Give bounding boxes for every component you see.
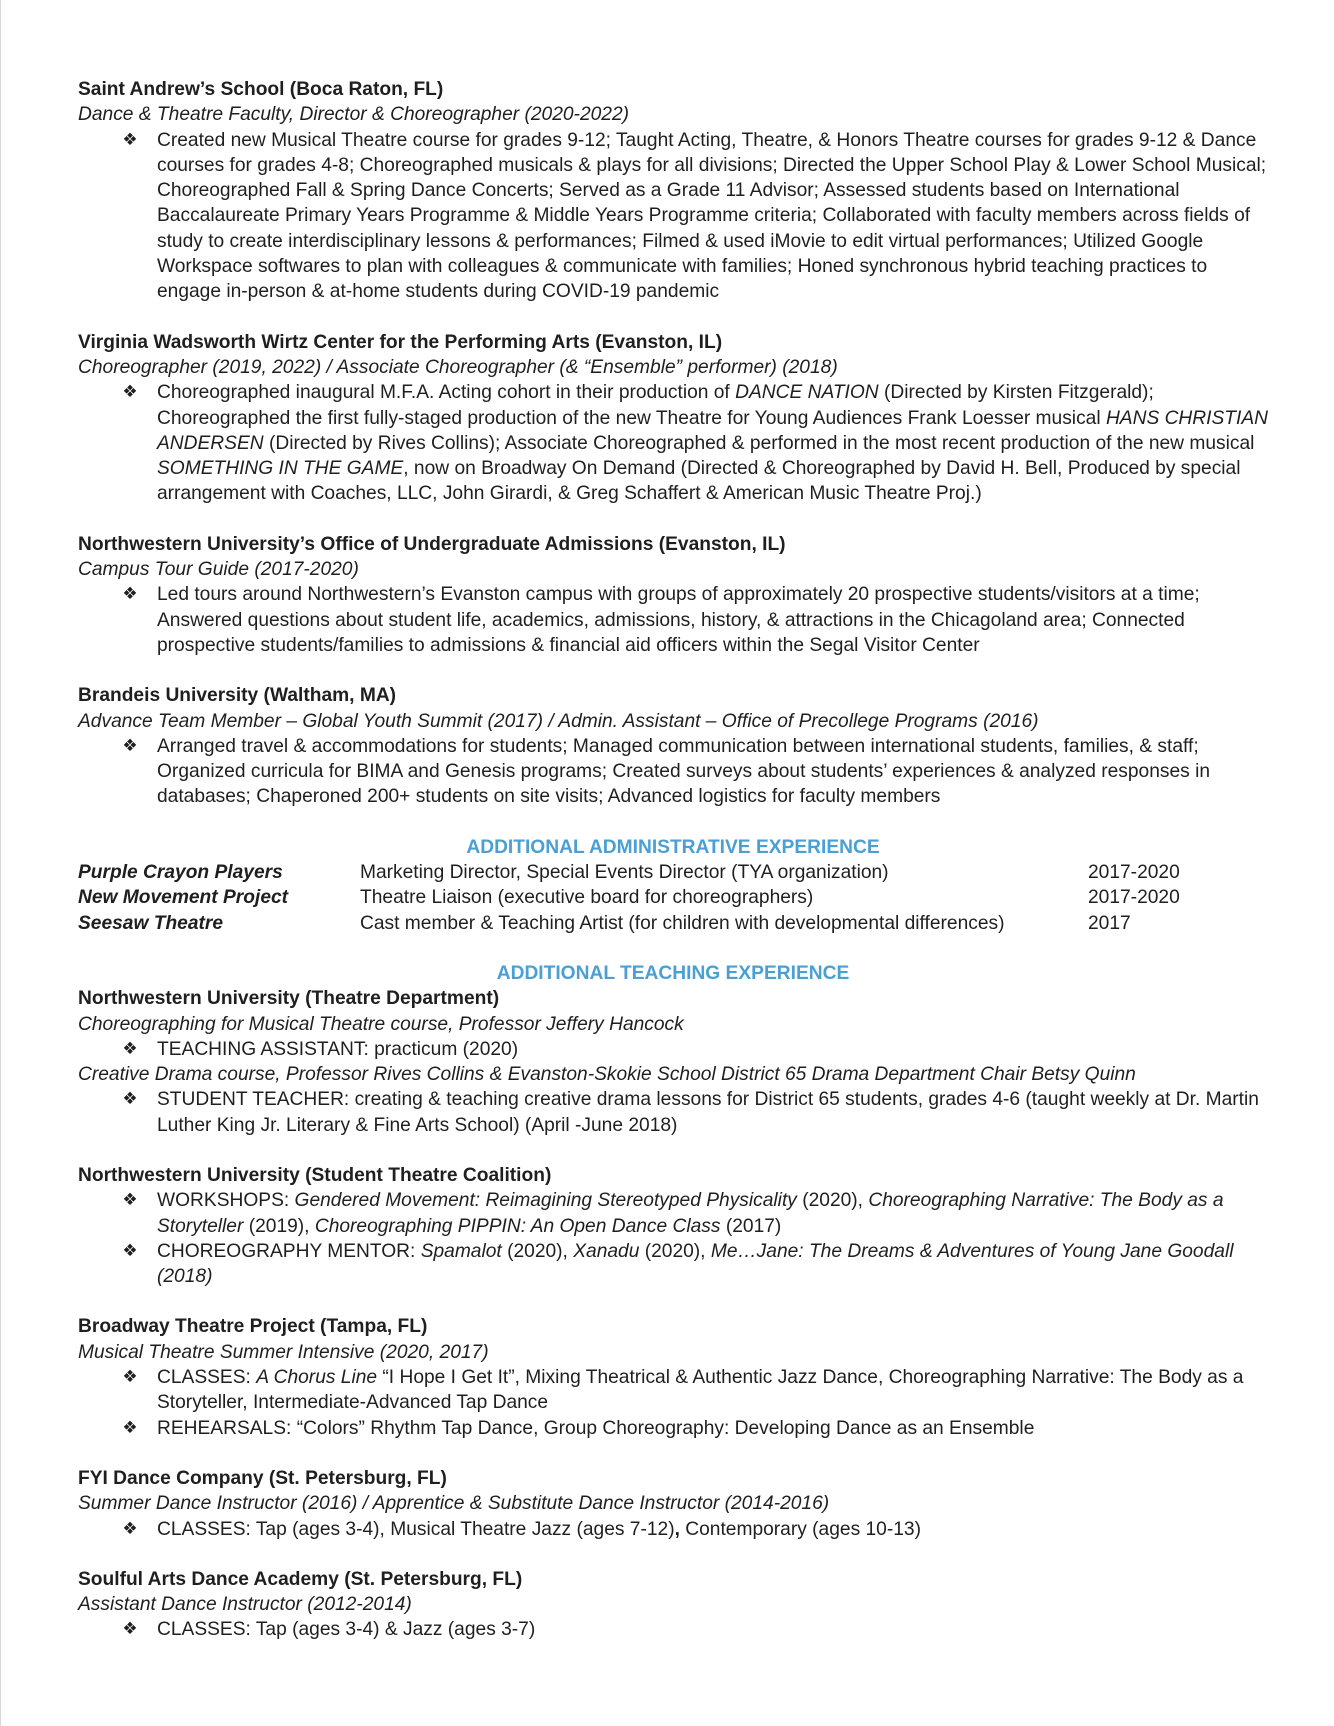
diamond-bullet-icon: ❖ [122, 1190, 138, 1211]
bullet-list [78, 1617, 1268, 1642]
text-run: WORKSHOPS: [157, 1190, 295, 1212]
diamond-bullet-icon: ❖ [122, 1619, 138, 1640]
org-name: Broadway Theatre Project (Tampa, FL) [78, 1316, 428, 1338]
bullet-item: ❖ TEACHING ASSISTANT: practicum (2020) [78, 1037, 1268, 1062]
admin-org: Seesaw Theatre [78, 912, 224, 934]
text-run: Choreographed inaugural M.F.A. Acting cohort in their production of [157, 382, 736, 404]
text-run: (2019), [243, 1215, 315, 1237]
org-name: Brandeis University (Waltham, MA) [78, 685, 397, 707]
bullet-item [78, 380, 1268, 506]
bullet-list [78, 582, 1268, 658]
bullet-list [78, 128, 1268, 305]
text-run: (2020), [639, 1240, 711, 1262]
org-name: Northwestern University (Student Theatre Coalition) [78, 1164, 552, 1186]
bullet-list [78, 1037, 1268, 1062]
admin-org: Purple Crayon Players [78, 862, 283, 884]
table-row [78, 911, 1268, 936]
admin-role: Cast member & Teaching Artist (for children with developmental differences) [360, 912, 1005, 934]
experience-entry-brandeis [78, 683, 1268, 809]
admin-role: Marketing Director, Special Events Director (TYA organization) [360, 862, 889, 884]
italic-text: A Chorus Line [256, 1367, 378, 1389]
role-title: Summer Dance Instructor (2016) / Apprentice & Substitute Dance Instructor (2014-2016) [78, 1493, 830, 1515]
italic-text: DANCE NATION [735, 382, 879, 404]
text-run: (2020), [796, 1190, 869, 1212]
admin-org: New Movement Project [78, 887, 289, 909]
bullet-list [78, 380, 1268, 506]
text-run: (2020), [501, 1240, 574, 1262]
bullet-item: ❖ REHEARSALS: “Colors” Rhythm Tap Dance, Group Choreography: Developing Dance as an Ensemble [78, 1416, 1268, 1441]
diamond-bullet-icon: ❖ [122, 129, 138, 150]
table-row [78, 885, 1268, 910]
bullet-list [78, 734, 1268, 810]
diamond-bullet-icon: ❖ [122, 382, 138, 403]
italic-text: Spamalot [420, 1240, 502, 1262]
teaching-entry-nu-theatre [78, 986, 1268, 1138]
italic-text: Gendered Movement: Reimagining Stereotyped Physicality [294, 1190, 797, 1212]
table-row [78, 860, 1268, 885]
text-run: CLASSES: Tap (ages 3-4), Musical Theatre Jazz (ages 7-12) [157, 1518, 675, 1540]
bullet-item [78, 1517, 1268, 1542]
admin-experience-table [78, 860, 1268, 936]
experience-entry-nu-admissions [78, 532, 1268, 658]
bullet-item: ❖ CLASSES: Tap (ages 3-4) & Jazz (ages 3-7) [78, 1617, 1268, 1642]
text-run: CHOREOGRAPHY MENTOR: [157, 1240, 421, 1262]
text-run: “I Hope I Get It”, Mixing Theatrical & Authentic Jazz Dance, Choreographing Narrative: The Body as a Storyteller, Intermediate-Advanced Tap Dance [157, 1367, 1244, 1414]
italic-text: Choreographing PIPPIN: An Open Dance Class [314, 1215, 721, 1237]
role-title: Musical Theatre Summer Intensive (2020, 2017) [78, 1341, 489, 1363]
text-run: , now on Broadway On Demand (Directed & Choreographed by David H. Bell, Produced by special arrangement with Coaches, LLC, John Girardi, & Greg Schaffert & American Music Theatre Proj.) [157, 458, 1241, 505]
text-run: Contemporary (ages 10-13) [679, 1518, 921, 1540]
bullet-list [78, 1517, 1268, 1542]
diamond-bullet-icon: ❖ [122, 735, 138, 756]
italic-text: SOMETHING IN THE GAME [157, 458, 404, 480]
diamond-bullet-icon: ❖ [122, 1089, 138, 1110]
italic-text: Me…Jane: The Dreams & Adventures of Young Jane Goodall (2018) [157, 1240, 1234, 1288]
role-title: Campus Tour Guide (2017-2020) [78, 559, 359, 581]
diamond-bullet-icon: ❖ [122, 1518, 138, 1539]
text-run: (2017) [720, 1215, 782, 1237]
section-heading-teaching: ADDITIONAL TEACHING EXPERIENCE [496, 962, 850, 984]
admin-role: Theatre Liaison (executive board for choreographers) [360, 887, 814, 909]
bullet-item [78, 1188, 1268, 1239]
org-name: Northwestern University’s Office of Undergraduate Admissions (Evanston, IL) [78, 533, 786, 555]
bullet-item [78, 1239, 1268, 1290]
bullet-item: ❖ STUDENT TEACHER: creating & teaching creative drama lessons for District 65 students, grades 4-6 (taught weekly at Dr. Martin Luther King Jr. Literary & Fine Arts School) (April -June 2018) [78, 1087, 1268, 1138]
diamond-bullet-icon: ❖ [122, 1417, 138, 1438]
role-title: Choreographer (2019, 2022) / Associate Choreographer (& “Ensemble” performer) (2018) [78, 356, 838, 378]
bullet-item: ❖ Arranged travel & accommodations for students; Managed communication between international students, families, & staff; Organized curricula for BIMA and Genesis programs; Created surveys about students’ experiences & analyzed responses in databases; Chaperoned 200+ students on site visits; Advanced logistics for faculty members [78, 734, 1268, 810]
italic-text: HANS CHRISTIAN ANDERSEN [157, 407, 1268, 454]
text-run: (Directed by Rives Collins); Associate Choreographed & performed in the most recent production of the new musical [263, 432, 1255, 454]
resume-page [78, 77, 1268, 1643]
bold-text: , [674, 1518, 680, 1540]
role-title: Dance & Theatre Faculty, Director & Choreographer (2020-2022) [78, 104, 630, 126]
role-title: Choreographing for Musical Theatre course, Professor Jeffery Hancock [78, 1013, 684, 1035]
diamond-bullet-icon: ❖ [122, 1038, 138, 1059]
text-run: (Directed by Kirsten Fitzgerald); Choreographed the first fully-staged production of the new Theatre for Young Audiences Frank Loesser musical [157, 382, 1154, 429]
bullet-list [78, 1188, 1268, 1289]
org-name: Soulful Arts Dance Academy (St. Petersburg, FL) [78, 1568, 523, 1590]
section-heading-admin: ADDITIONAL ADMINISTRATIVE EXPERIENCE [466, 836, 880, 858]
org-name: Northwestern University (Theatre Department) [78, 988, 500, 1010]
admin-years: 2017 [1088, 912, 1131, 934]
italic-text: Xanadu [573, 1240, 640, 1262]
role-title: Creative Drama course, Professor Rives Collins & Evanston-Skokie School District 65 Drama Department Chair Betsy Quinn [78, 1064, 1136, 1086]
experience-entry-wirtz-center [78, 330, 1268, 507]
text-run: CLASSES: [157, 1367, 257, 1389]
teaching-entry-soulful-arts [78, 1567, 1268, 1643]
experience-entry-saint-andrews [78, 77, 1268, 305]
org-name: Virginia Wadsworth Wirtz Center for the Performing Arts (Evanston, IL) [78, 331, 723, 353]
bullet-item: ❖ Led tours around Northwestern’s Evanston campus with groups of approximately 20 prospective students/visitors at a time; Answered questions about student life, academics, admissions, history, & attractions in the Chicagoland area; Connected prospective students/families to admissions & financial aid officers within the Segal Visitor Center [78, 582, 1268, 658]
admin-years: 2017-2020 [1088, 887, 1180, 909]
bullet-list [78, 1365, 1268, 1441]
bullet-item [78, 1365, 1268, 1416]
role-title: Assistant Dance Instructor (2012-2014) [78, 1594, 412, 1616]
role-title: Advance Team Member – Global Youth Summit (2017) / Admin. Assistant – Office of Precollege Programs (2016) [78, 710, 1039, 732]
admin-years: 2017-2020 [1088, 862, 1180, 884]
bullet-item: ❖ Created new Musical Theatre course for grades 9-12; Taught Acting, Theatre, & Honors Theatre courses for grades 9-12 & Dance courses for grades 4-8; Choreographed musicals & plays for all divisions; Directed the Upper School Play & Lower School Musical; Choreographed Fall & Spring Dance Concerts; Served as a Grade 11 Advisor; Assessed students based on International Baccalaureate Primary Years Programme & Middle Years Programme criteria; Collaborated with faculty members across fields of study to create interdisciplinary lessons & performances; Filmed & used iMovie to edit virtual performances; Utilized Google Workspace softwares to plan with colleagues & communicate with families; Honed synchronous hybrid teaching practices to engage in-person & at-home students during COVID-19 pandemic [78, 128, 1268, 305]
teaching-entry-fyi [78, 1466, 1268, 1542]
bullet-list [78, 1087, 1268, 1138]
diamond-bullet-icon: ❖ [122, 1367, 138, 1388]
diamond-bullet-icon: ❖ [122, 584, 138, 605]
org-name: FYI Dance Company (St. Petersburg, FL) [78, 1467, 447, 1489]
teaching-entry-btp [78, 1314, 1268, 1440]
teaching-entry-nu-coalition [78, 1163, 1268, 1289]
diamond-bullet-icon: ❖ [122, 1240, 138, 1261]
italic-text: Choreographing Narrative: The Body as a Storyteller [157, 1190, 1224, 1237]
org-name: Saint Andrew’s School (Boca Raton, FL) [78, 79, 444, 100]
